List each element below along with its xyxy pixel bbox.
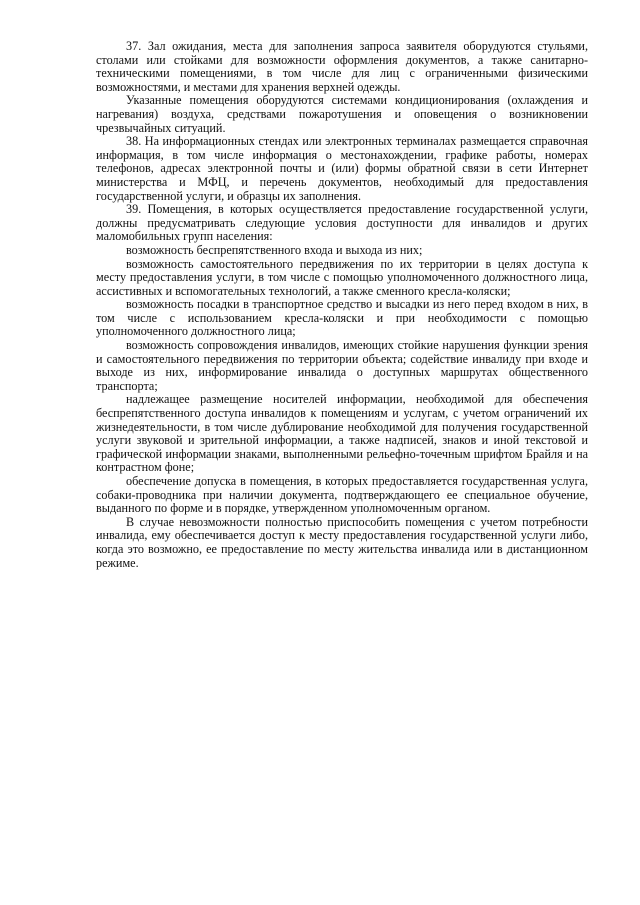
document-page	[96, 40, 588, 570]
list-item-information-placement: надлежащее размещение носителей информации, необходимой для обеспечения беспрепятственного доступа инвалидов к помещениям и услугам, с учетом ограничений их жизнедеятельности, в том числе дублирование необходимой для получения государственной услуги звуковой и зрительной информации, а также надписей, знаков и иной текстовой и графической информации знаками, выполненными рельефно-точечным шрифтом Брайля и на контрастном фоне;	[96, 392, 588, 475]
paragraph-remote-service: В случае невозможности полностью приспособить помещения с учетом потребности инвалида, ему обеспечивается доступ к месту предоставления государственной услуги либо, когда это возможно, ее предоставление по месту жительства инвалида или в дистанционном режиме.	[96, 514, 588, 570]
list-item-movement: возможность самостоятельного передвижения по их территории в целях доступа к месту предоставления услуги, в том числе с помощью уполномоченного должностного лица, ассистивных и вспомогательных технологий, а также сменного кресла-коляски;	[96, 256, 588, 298]
list-item-escort: возможность сопровождения инвалидов, имеющих стойкие нарушения функции зрения и самостоятельного передвижения по территории объекта; содействие инвалиду при входе и выходе из них, информирование инвалида о доступных маршрутах общественного транспорта;	[96, 338, 588, 393]
paragraph-38-info-stands: 38. На информационных стендах или электронных терминалах размещается справочная информация, в том числе информация о местонахождении, графике работы, номерах телефонов, адресах электронной почты и (или) формы обратной связи в сети Интернет министерства и МФЦ, и перечень документов, необходимый для предоставления государственной услуги, и образцы их заполнения.	[96, 134, 588, 203]
paragraph-premises-equipment: Указанные помещения оборудуются системами кондиционирования (охлаждения и нагревания) воздуха, средствами пожаротушения и оповещения о возникновении чрезвычайных ситуаций.	[96, 93, 588, 135]
paragraph-39-accessibility: 39. Помещения, в которых осуществляется предоставление государственной услуги, должны предусматривать следующие условия доступности для инвалидов и других маломобильных групп населения:	[96, 202, 588, 244]
paragraph-37-waiting-hall: 37. Зал ожидания, места для заполнения запроса заявителя оборудуются стульями, столами или стойками для возможности оформления документов, а также санитарно-техническими помещениями, в том числе для лиц с ограниченными физическими возможностями, и местами для хранения верхней одежды.	[96, 39, 588, 94]
list-item-guide-dog: обеспечение допуска в помещения, в которых предоставляется государственная услуга, собаки-проводника при наличии документа, подтверждающего ее специальное обучение, выданного по форме и в порядке, утвержденном уполномоченным органом.	[96, 474, 588, 516]
list-item-transport: возможность посадки в транспортное средство и высадки из него перед входом в них, в том числе с использованием кресла-коляски и при необходимости с помощью уполномоченного должностного лица;	[96, 297, 588, 339]
list-item-entry-exit: возможность беспрепятственного входа и выхода из них;	[126, 242, 423, 257]
